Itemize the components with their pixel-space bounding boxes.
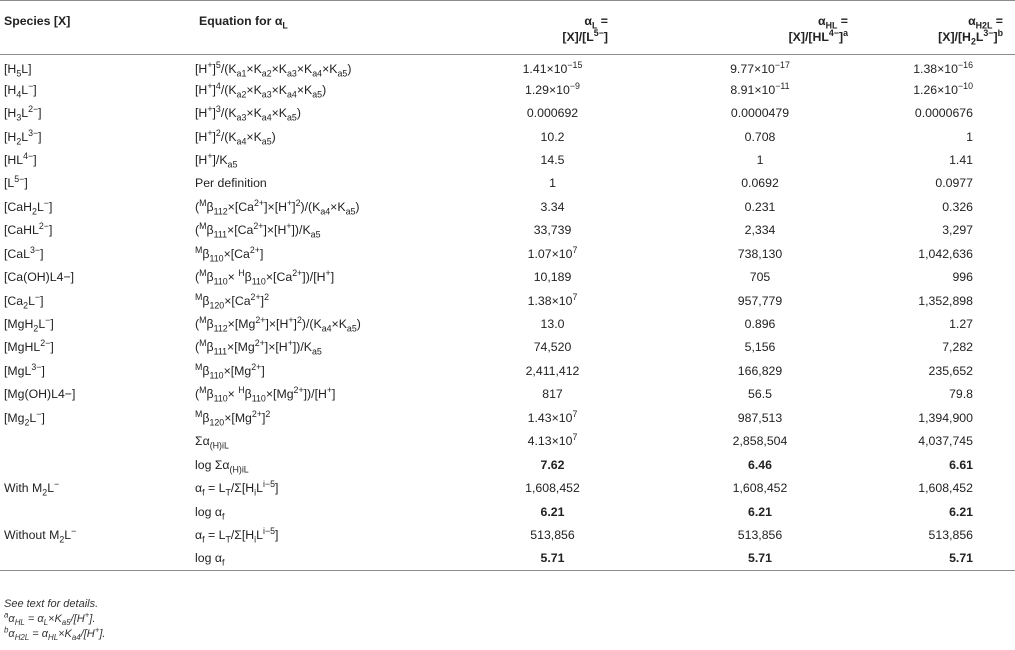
- table-row: [0, 523, 1015, 546]
- alpha-l-cell: $1.38\times 10^7$: [527, 291, 578, 308]
- equation-cell: $^M\beta_{120}\times[Ca^{2+}]^2$: [195, 291, 269, 311]
- footnote-b: $^b\alpha_{H2L} = \alpha_{HL}\times K_{a4}/[H^+]$.: [4, 625, 106, 643]
- equation-cell: $(^M\beta_{110}\times ^H\beta_{110}\times[Ca^{2+}])/[H^+]$: [195, 268, 335, 287]
- footnote-see-text: See text for details.: [4, 598, 99, 610]
- header-alpha-l: $\alpha_L$ = $[X]/[L^{5-}]$: [445, 1, 660, 55]
- alpha-h2l-cell: 1,042,636: [918, 246, 973, 261]
- alpha-h2l-cell: $1.38\times 10^{-16}$: [913, 60, 973, 77]
- equation-cell: $[H^+]^4/(K_{a2}\times K_{a3}\times K_{a4}\times K_{a5})$: [195, 80, 327, 100]
- table-row: [0, 78, 1015, 101]
- species-cell: [Mg(OH)L4−]: [4, 387, 76, 402]
- species-cell: [MgH$_2$L−]: [4, 314, 54, 334]
- header-alpha-h2l: $\alpha_{H2L}$ = $[X]/[H_2L^{3-}]^b$: [860, 1, 1015, 55]
- table-row: [0, 172, 1015, 195]
- species-cell: $[H_3L^{2-}]$: [4, 104, 42, 123]
- alpha-h2l-cell: 1,608,452: [918, 481, 973, 496]
- alpha-hl-cell: $9.77\times 10^{-17}$: [730, 60, 790, 77]
- table-row: [0, 55, 1015, 78]
- table-row: [0, 430, 1015, 453]
- alpha-l-cell: 14.5: [540, 152, 565, 167]
- alpha-hl-cell: 1,608,452: [732, 481, 788, 496]
- alpha-hl-cell: 5.71: [748, 551, 772, 566]
- species-cell: [0, 500, 195, 523]
- alpha-l-cell: 7.62: [540, 457, 565, 472]
- alpha-h2l-cell: 1.41: [949, 152, 973, 167]
- alpha-hl-cell: 6.46: [748, 457, 772, 472]
- alpha-hl-cell: 2,858,504: [732, 434, 788, 449]
- table-row: [0, 195, 1015, 218]
- equation-cell: $\log \Sigma\alpha_{(H)iL}$: [195, 457, 249, 475]
- header-species: Species [X]: [0, 1, 195, 55]
- equation-cell: $(^M\beta_{110}\times ^H\beta_{110}\times[Mg^{2+}])/[H^+]$: [195, 385, 336, 404]
- alpha-h2l-cell: 1: [966, 129, 973, 144]
- equation-cell: $[H^+]^3/(K_{a3}\times K_{a4}\times K_{a5})$: [195, 104, 301, 123]
- equation-cell: $(^M\beta_{111}\times[Ca^{2+}]\times[H^+])/K_{a5}$: [195, 221, 321, 240]
- alpha-h2l-cell: 996: [952, 270, 973, 285]
- alpha-l-cell: 74,520: [533, 340, 572, 355]
- table-row: [0, 453, 1015, 476]
- alpha-l-cell: 1,608,452: [525, 481, 580, 496]
- alpha-h2l-cell: 0.0977: [935, 176, 973, 191]
- equation-cell: $(^M\beta_{112}\times[Mg^{2+}]\times[H^+]^2)/(K_{a4}\times K_{a5})$: [195, 314, 361, 334]
- alpha-hl-cell: 166,829: [737, 363, 783, 378]
- species-cell: [MgHL$^{2-}$]: [4, 338, 54, 355]
- alpha-l-cell: $1.07\times 10^7$: [527, 244, 578, 261]
- equation-cell: $^M\beta_{110}\times[Ca^{2+}]$: [195, 244, 264, 264]
- species-cell: $[H_5L]$: [4, 62, 32, 79]
- equation-cell: $[H^+]^5/(K_{a1}\times K_{a2}\times K_{a3}\times K_{a4}\times K_{a5})$: [195, 60, 352, 79]
- species-cell: [0, 453, 195, 476]
- table-row: [0, 242, 1015, 265]
- header-alpha-hl: $\alpha_{HL}$ = $[X]/[HL^{4-}]^a$: [660, 1, 860, 55]
- alpha-hl-cell: 738,130: [737, 246, 783, 261]
- species-cell: With $M_2L^-$: [4, 479, 60, 498]
- equation-cell: $^M\beta_{110}\times[Mg^{2+}]$: [195, 361, 265, 381]
- alpha-l-cell: 13.0: [540, 317, 565, 332]
- table-header-row: [0, 1, 1015, 55]
- alpha-hl-cell: 0.708: [744, 129, 776, 144]
- table-row: [0, 312, 1015, 335]
- species-cell: $[L^{5-}]$: [4, 174, 28, 191]
- alpha-hl-cell: 5,156: [744, 340, 776, 355]
- alpha-l-cell: 5.71: [540, 551, 565, 566]
- alpha-l-cell: 10.2: [540, 129, 565, 144]
- alpha-hl-cell: $8.91\times 10^{-11}$: [730, 80, 790, 97]
- species-cell: [CaL$^{3-}$]: [4, 244, 44, 261]
- alpha-hl-cell: 0.0000479: [730, 106, 790, 121]
- species-cell: $[Ca_2L^-]$: [4, 291, 44, 311]
- alpha-hl-cell: 0.0692: [741, 176, 779, 191]
- table-row: [0, 101, 1015, 124]
- equation-cell: $[H^+]/K_{a5}$: [195, 150, 238, 170]
- alpha-hl-cell: 0.896: [744, 317, 776, 332]
- alpha-hl-cell: 56.5: [748, 387, 772, 402]
- alpha-hl-cell: 513,856: [737, 527, 783, 542]
- table-row: [0, 125, 1015, 148]
- alpha-h2l-cell: 4,037,745: [918, 434, 973, 449]
- alpha-hl-cell: 0.231: [744, 199, 776, 214]
- alpha-h2l-cell: 79.8: [949, 387, 973, 402]
- alpha-l-cell: $4.13\times 10^7$: [527, 432, 578, 449]
- alpha-hl-cell: 6.21: [748, 504, 772, 519]
- alpha-h2l-cell: $1.26\times 10^{-10}$: [913, 80, 973, 97]
- equation-cell: $^M\beta_{120}\times[Mg^{2+}]^2$: [195, 408, 271, 428]
- equation-cell: $\Sigma\alpha_{(H)iL}$: [195, 434, 229, 451]
- alpha-l-cell: 2,411,412: [525, 363, 580, 378]
- alpha-h2l-cell: 235,652: [928, 363, 973, 378]
- alpha-l-cell: 817: [542, 387, 563, 402]
- species-cell: $[H_4L^-]$: [4, 80, 37, 100]
- alpha-l-cell: 10,189: [533, 270, 572, 285]
- alpha-l-cell: 1: [549, 176, 556, 191]
- equation-cell: $(^M\beta_{111}\times[Mg^{2+}]\times[H^+])/K_{a5}$: [195, 338, 322, 357]
- species-cell: [MgL$^{3-}$]: [4, 361, 45, 378]
- alpha-h2l-cell: 513,856: [928, 527, 973, 542]
- alpha-l-cell: 3.34: [540, 199, 565, 214]
- alpha-l-cell: 513,856: [530, 527, 575, 542]
- table-row: [0, 219, 1015, 242]
- table-row: [0, 359, 1015, 382]
- alpha-l-cell: 33,739: [533, 223, 572, 238]
- equation-cell: $\log \alpha_f$: [195, 551, 225, 568]
- alpha-h2l-cell: 7,282: [942, 340, 973, 355]
- alpha-hl-cell: 987,513: [737, 410, 783, 425]
- table-row: [0, 406, 1015, 429]
- equation-cell: $[H^+]^2/(K_{a4}\times K_{a5})$: [195, 127, 276, 146]
- species-cell: [CaHL$^{2-}$]: [4, 221, 53, 238]
- header-equation: Equation for $\alpha_L$: [195, 1, 445, 55]
- equation-cell: $\alpha_f = L_T/\Sigma[H_iL^{i-5}]$: [195, 525, 279, 545]
- alpha-hl-cell: 705: [749, 270, 771, 285]
- species-cell: Without $M_2L^-$: [4, 525, 77, 545]
- table-row: [0, 289, 1015, 312]
- species-cell: [Ca(OH)L4−]: [4, 270, 75, 285]
- alpha-h2l-cell: 0.0000676: [914, 106, 973, 121]
- table-row: [0, 265, 1015, 288]
- alpha-h2l-cell: 1,352,898: [918, 293, 973, 308]
- alpha-l-cell: 6.21: [540, 504, 565, 519]
- equation-cell: $(^M\beta_{112}\times[Ca^{2+}]\times[H^+]^2)/(K_{a4}\times K_{a5})$: [195, 197, 360, 217]
- alpha-h2l-cell: 1,394,900: [918, 410, 973, 425]
- alpha-h2l-cell: 6.61: [949, 457, 973, 472]
- alpha-l-cell: $1.43\times 10^7$: [527, 408, 578, 425]
- table-footnotes: [4, 597, 106, 642]
- alpha-hl-cell: 957,779: [737, 293, 783, 308]
- alpha-h2l-cell: 3,297: [942, 223, 973, 238]
- table-row: [0, 500, 1015, 523]
- alpha-h2l-cell: 5.71: [949, 551, 973, 566]
- alpha-l-cell: $1.41\times 10^{-15}$: [522, 60, 583, 77]
- alpha-h2l-cell: 0.326: [942, 199, 973, 214]
- table-row: [0, 148, 1015, 171]
- species-cell: [0, 430, 195, 453]
- table-row: [0, 476, 1015, 499]
- equation-cell: $\alpha_f = L_T/\Sigma[H_iL^{i-5}]$: [195, 479, 279, 498]
- species-cell: $[HL^{4-}]$: [4, 150, 37, 167]
- equation-cell: $\log \alpha_f$: [195, 504, 225, 521]
- table-row: [0, 547, 1015, 570]
- alpha-l-cell: $1.29\times 10^{-9}$: [525, 80, 580, 97]
- alpha-h2l-cell: 6.21: [949, 504, 973, 519]
- species-cell: [CaH$_2$L−]: [4, 197, 53, 217]
- equation-cell: Per definition: [195, 176, 267, 191]
- alpha-hl-cell: 2,334: [744, 223, 776, 238]
- alpha-h2l-cell: 1.27: [949, 317, 973, 332]
- alpha-l-cell: 0.000692: [526, 106, 579, 121]
- table-row: [0, 383, 1015, 406]
- footnote-a: $^a\alpha_{HL} = \alpha_L\times K_{a5}/[H^+]$.: [4, 610, 96, 628]
- alpha-hl-cell: 1: [756, 152, 764, 167]
- species-cell: $[H_2L^{3-}]$: [4, 127, 42, 146]
- table-row: [0, 336, 1015, 359]
- species-cell: [0, 547, 195, 570]
- species-cell: $[Mg_2L^-]$: [4, 408, 45, 428]
